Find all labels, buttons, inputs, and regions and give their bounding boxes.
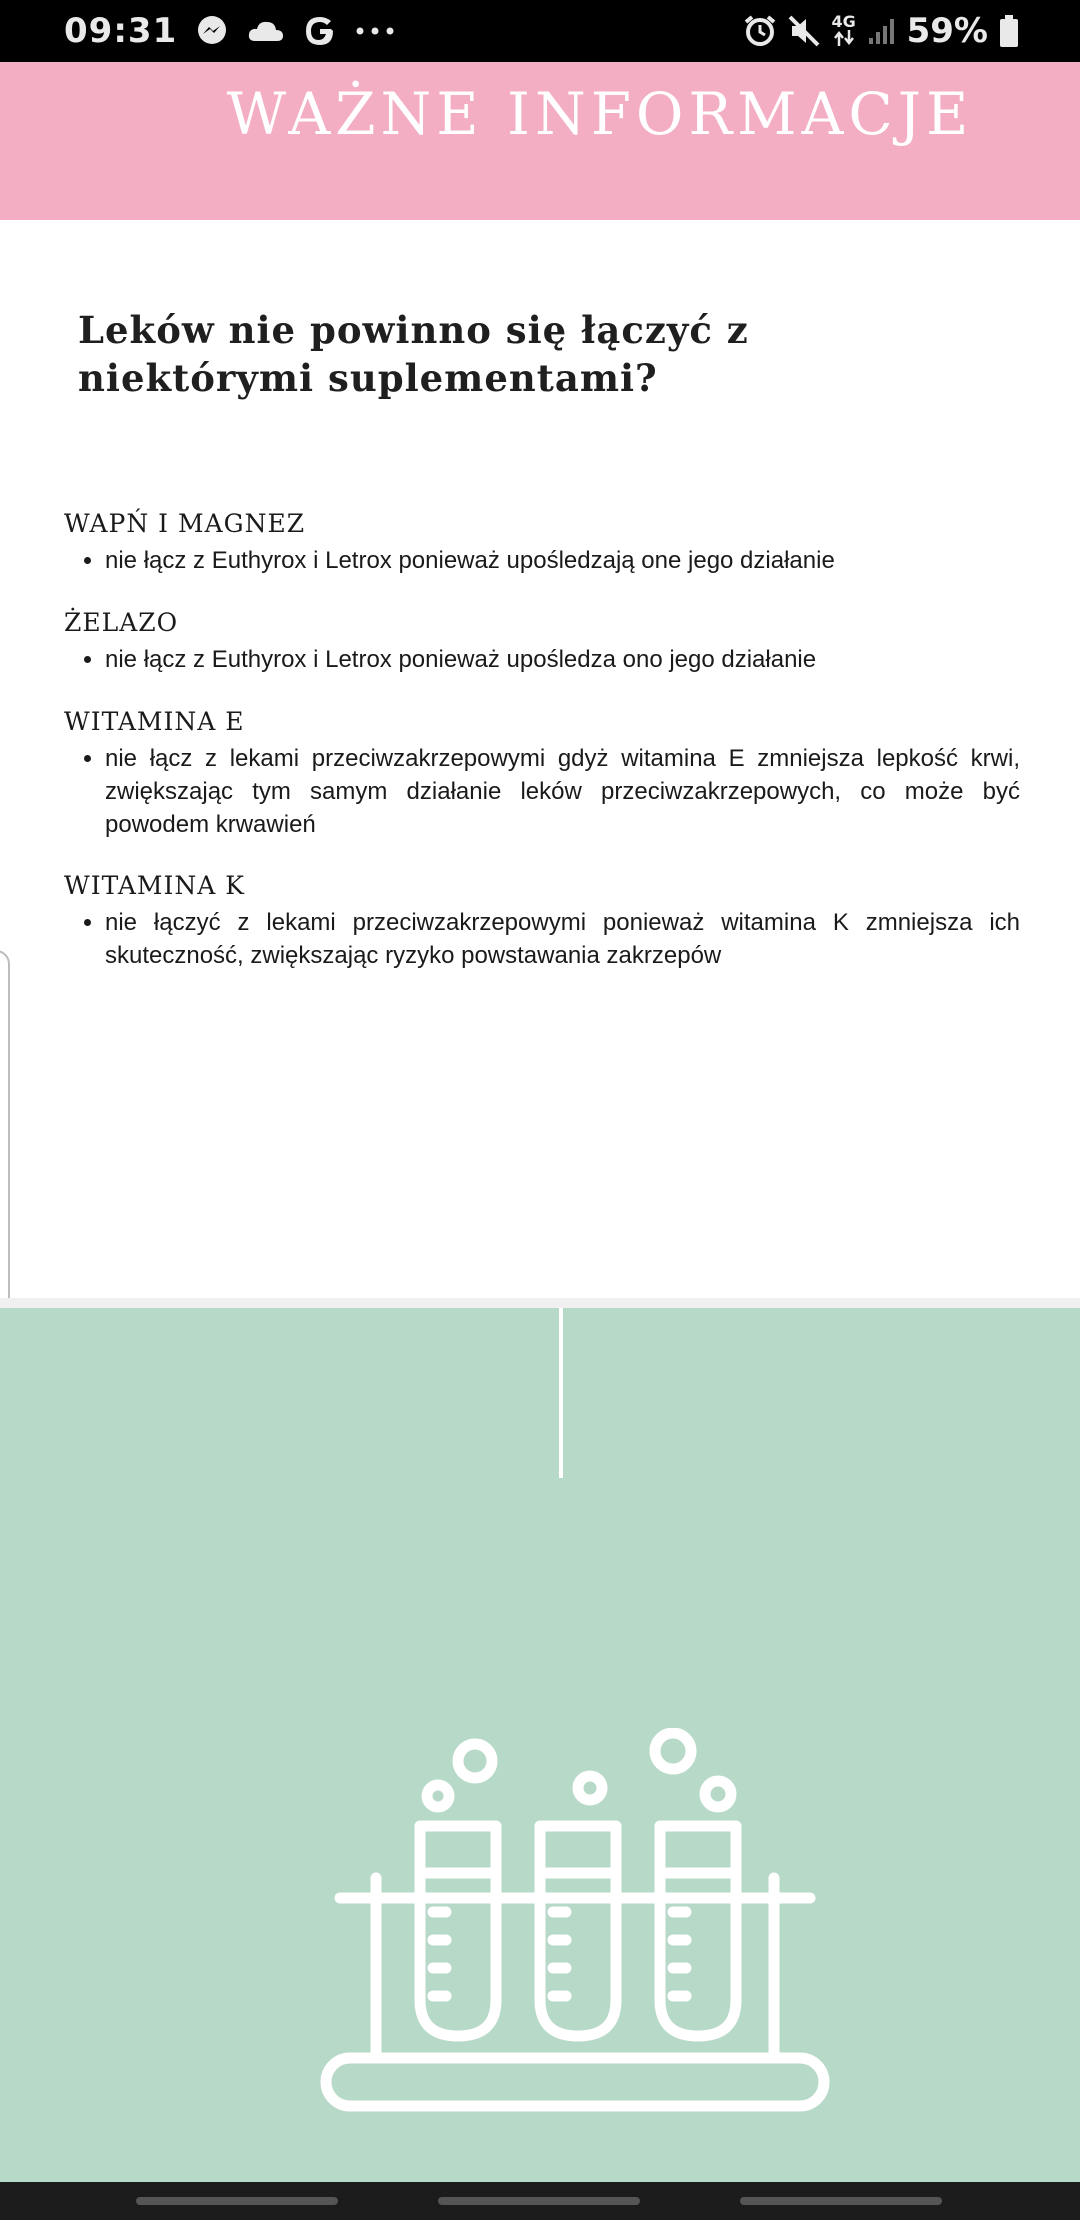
section-vitamin-e [64, 706, 1020, 841]
status-time: 09:31 [64, 11, 178, 51]
status-bar [0, 0, 1080, 62]
status-right [743, 8, 1020, 54]
bullet-list [64, 742, 1020, 841]
test-tubes-icon [320, 1728, 840, 2182]
list-item: • nie łącz z Euthyrox i Letrox ponieważ upośledzają one jego działanie [105, 544, 1020, 577]
list-item: • nie łączyć z lekami przeciwzakrzepowymi ponieważ witamina K zmniejsza ich skuteczność, zwiększając ryzyko powstawania zakrzepów [105, 906, 1020, 972]
section-title: WAPŃ I MAGNEZ [64, 509, 306, 538]
data-arrows-icon [831, 12, 857, 47]
question-heading: Leków nie powinno się łączyć z niektórymi suplementami? [78, 308, 749, 400]
list-item: • nie łącz z lekami przeciwzakrzepowymi gdyż witamina E zmniejsza lepkość krwi, zwiększając tym samym działanie leków przeciwzakrzepowych, co może być powodem krwawień [105, 742, 1020, 841]
nav-home-button[interactable] [438, 2197, 640, 2205]
decorative-line [559, 1308, 563, 1478]
messenger-icon [195, 14, 229, 48]
section-vitamin-k [64, 870, 1020, 972]
mute-icon [787, 14, 821, 48]
section-divider [0, 1298, 1080, 1308]
battery-icon [998, 14, 1020, 48]
more-icon [355, 26, 395, 36]
page-title: WAŻNE INFORMACJE [226, 80, 974, 148]
section-iron [64, 607, 1020, 676]
nav-back-button[interactable] [740, 2197, 942, 2205]
signal-icon [867, 16, 897, 46]
header-banner [0, 62, 1080, 220]
content-area [0, 220, 1080, 1300]
navigation-bar [0, 2182, 1080, 2220]
bullet-list [64, 643, 1020, 676]
list-item: • nie łącz z Euthyrox i Letrox ponieważ upośledza ono jego działanie [105, 643, 1020, 676]
section-calcium-magnesium [64, 508, 1020, 577]
status-left [64, 8, 395, 54]
network-type: 4G [831, 12, 856, 31]
google-icon [303, 14, 337, 48]
cloud-icon [247, 17, 285, 45]
battery-percentage: 59% [906, 11, 988, 51]
bullet-list [64, 544, 1020, 577]
section-title: WITAMINA K [64, 871, 245, 900]
alarm-icon [743, 14, 777, 48]
bullet-list [64, 906, 1020, 972]
illustration-section [0, 1308, 1080, 2182]
nav-recents-button[interactable] [136, 2197, 338, 2205]
section-title: ŻELAZO [64, 608, 179, 637]
section-title: WITAMINA E [64, 707, 245, 736]
